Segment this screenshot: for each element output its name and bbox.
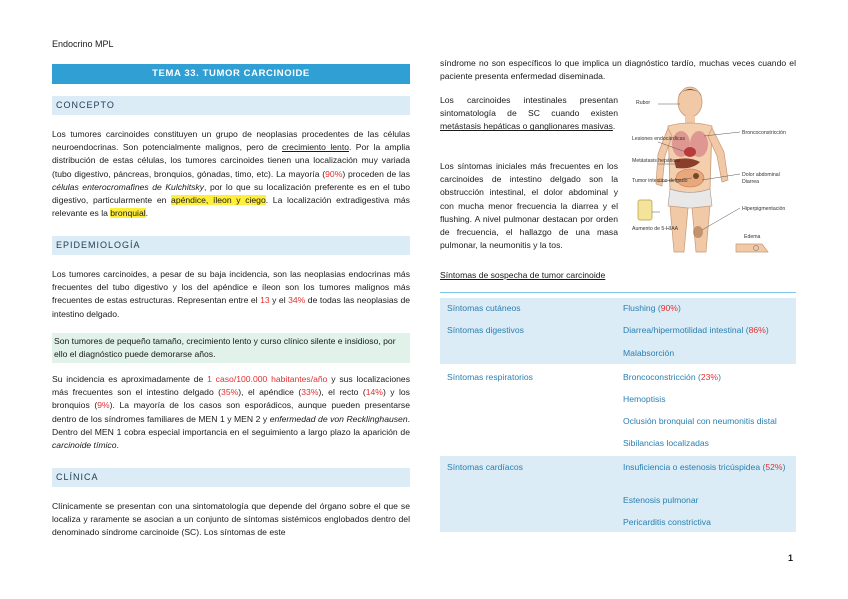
section-header-concepto: CONCEPTO xyxy=(52,96,410,115)
page-number: 1 xyxy=(788,553,794,563)
table-symptom-cell: Malabsorción xyxy=(623,348,675,358)
table-symptom-cell: Diarrea/hipermotilidad intestinal (86%) xyxy=(623,325,769,335)
epidemiologia-paragraph-1: Los tumores carcinoides, a pesar de su baja incidencia, son las neoplasias endocrinas más frecuentes del tubo digestivo y los del apéndice e íleon son los tumores malignos más frecuentes de estas estructuras. Representan entre el 13 y el 34% de todas las neoplasias de intestino delgado. xyxy=(52,269,410,319)
table-symptom-cell: Oclusión bronquial con neumonitis distal xyxy=(623,416,777,426)
figure-label-dolor: Dolor abdominal xyxy=(742,172,780,178)
header-title: Endocrino MPL xyxy=(52,39,114,49)
figure-label-metastasis: Metástasis hepáticas xyxy=(632,158,681,164)
intestinal-carcinoid-paragraph: Los carcinoides intestinales presentan sintomatología de SC cuando existen metástasis hepáticas o ganglionares masivas. xyxy=(440,95,618,132)
table-symptom-cell: Estenosis pulmonar xyxy=(623,495,699,505)
figure-label-lesiones: Lesiones endocárdicas xyxy=(632,136,686,142)
table-category-cell: Síntomas respiratorios xyxy=(447,372,533,382)
section-header-clinica: CLÍNICA xyxy=(52,468,410,487)
table-category-cell: Síntomas cardíacos xyxy=(447,462,523,472)
pigmentation-marker xyxy=(693,226,703,238)
figure-label-tumor: Tumor intestino delgado xyxy=(632,178,688,184)
edema-foot-shape xyxy=(736,244,768,252)
figure-label-bronco: Broncoconstricción xyxy=(742,130,786,136)
section-header-epidemiologia: EPIDEMIOLOGÍA xyxy=(52,236,410,255)
table-row xyxy=(440,456,796,532)
table-row xyxy=(440,320,796,364)
figure-label-hiper: Hiperpigmentación xyxy=(742,206,786,212)
initial-symptoms-paragraph: Los síntomas iniciales más frecuentes en los carcinoides de intestino delgado son la obstrucción intestinal, el dolor abdominal y con mucha menor frecuencia la diarrea y el flushing. A nivel pulmonar destacan por orden de frecuencia, el hallazgo de una masa pulmonar, la neumonitis y la tos. xyxy=(440,161,618,251)
clinica-paragraph: Clínicamente se presentan con una sintomatología que depende del órgano sobre el que se localiza y raramente se asocian a un conjunto de síntomas sistémicos englobados dentro del denominado síndrome carcinoide (SC). Los síntomas de este xyxy=(52,501,410,538)
table-category-cell: Síntomas digestivos xyxy=(447,325,524,335)
figure-label-rubor: Rubor xyxy=(636,100,651,106)
table-category-cell: Síntomas cutáneos xyxy=(447,303,521,313)
figure-label-edema: Edema xyxy=(744,234,761,240)
symptoms-table-title: Síntomas de sospecha de tumor carcinoide xyxy=(440,270,606,280)
document-title: TEMA 33. TUMOR CARCINOIDE xyxy=(52,64,410,84)
table-symptom-cell: Insuficiencia o estenosis tricúspidea (52%) xyxy=(623,462,786,472)
table-row xyxy=(440,298,796,320)
urine-container-shape xyxy=(638,200,652,220)
table-symptom-cell: Pericarditis constrictiva xyxy=(623,517,711,527)
table-symptom-cell: Hemoptisis xyxy=(623,394,666,404)
tumor-marker xyxy=(693,173,699,179)
figure-label-aumento: Aumento de 5-HIAA xyxy=(632,226,679,232)
table-top-rule xyxy=(440,292,796,293)
right-column-intro: síndrome no son específicos lo que implica un diagnóstico tardío, muchas veces cuando el paciente presenta enfermedad diseminada. xyxy=(440,58,796,82)
concepto-paragraph: Los tumores carcinoides constituyen un grupo de neoplasias procedentes de las células neuroendocrinas. Son potencialmente malignos, pero de crecimiento lento. Por la amplia distribución de estas células, los tumores carcinoides tienen una localización muy variada (tubo digestivo, páncreas, bronquios, gónadas, timo, etc). La mayoría (90%) proceden de las células enterocromafines de Kulchitsky, por lo que su localización preferente es en el tubo digestivo, particularmente en apéndice, íleon y ciego. La localización extradigestiva más relevante es la bronquial. xyxy=(52,129,411,219)
figure-label-diarrea: Diarrea xyxy=(742,179,760,185)
epidemiologia-highlight-note: Son tumores de pequeño tamaño, crecimiento lento y curso clínico silente e insidioso, por ello el diagnóstico puede demorarse años. xyxy=(52,333,410,363)
carcinoid-syndrome-figure xyxy=(632,84,800,272)
table-symptom-cell: Sibilancias localizadas xyxy=(623,438,709,448)
epidemiologia-paragraph-2: Su incidencia es aproximadamente de 1 caso/100.000 habitantes/año y sus localizaciones más frecuentes son el intestino delgado (35%), el apéndice (33%), el recto (14%) y los bronquios (9%). La mayoría de los casos son esporádicos, aunque pueden presentarse dentro de los síndromes familiares de MEN 1 y MEN 2 y enfermedad de von Recklinghausen. Dentro del MEN 1 cobra especial importancia en el seguimiento a largo plazo la aparición de carcinoide tímico. xyxy=(52,374,411,451)
table-symptom-cell: Broncoconstricción (23%) xyxy=(623,372,721,382)
table-symptom-cell: Flushing (90%) xyxy=(623,303,681,313)
table-row xyxy=(440,366,796,454)
head-shape xyxy=(678,87,702,117)
